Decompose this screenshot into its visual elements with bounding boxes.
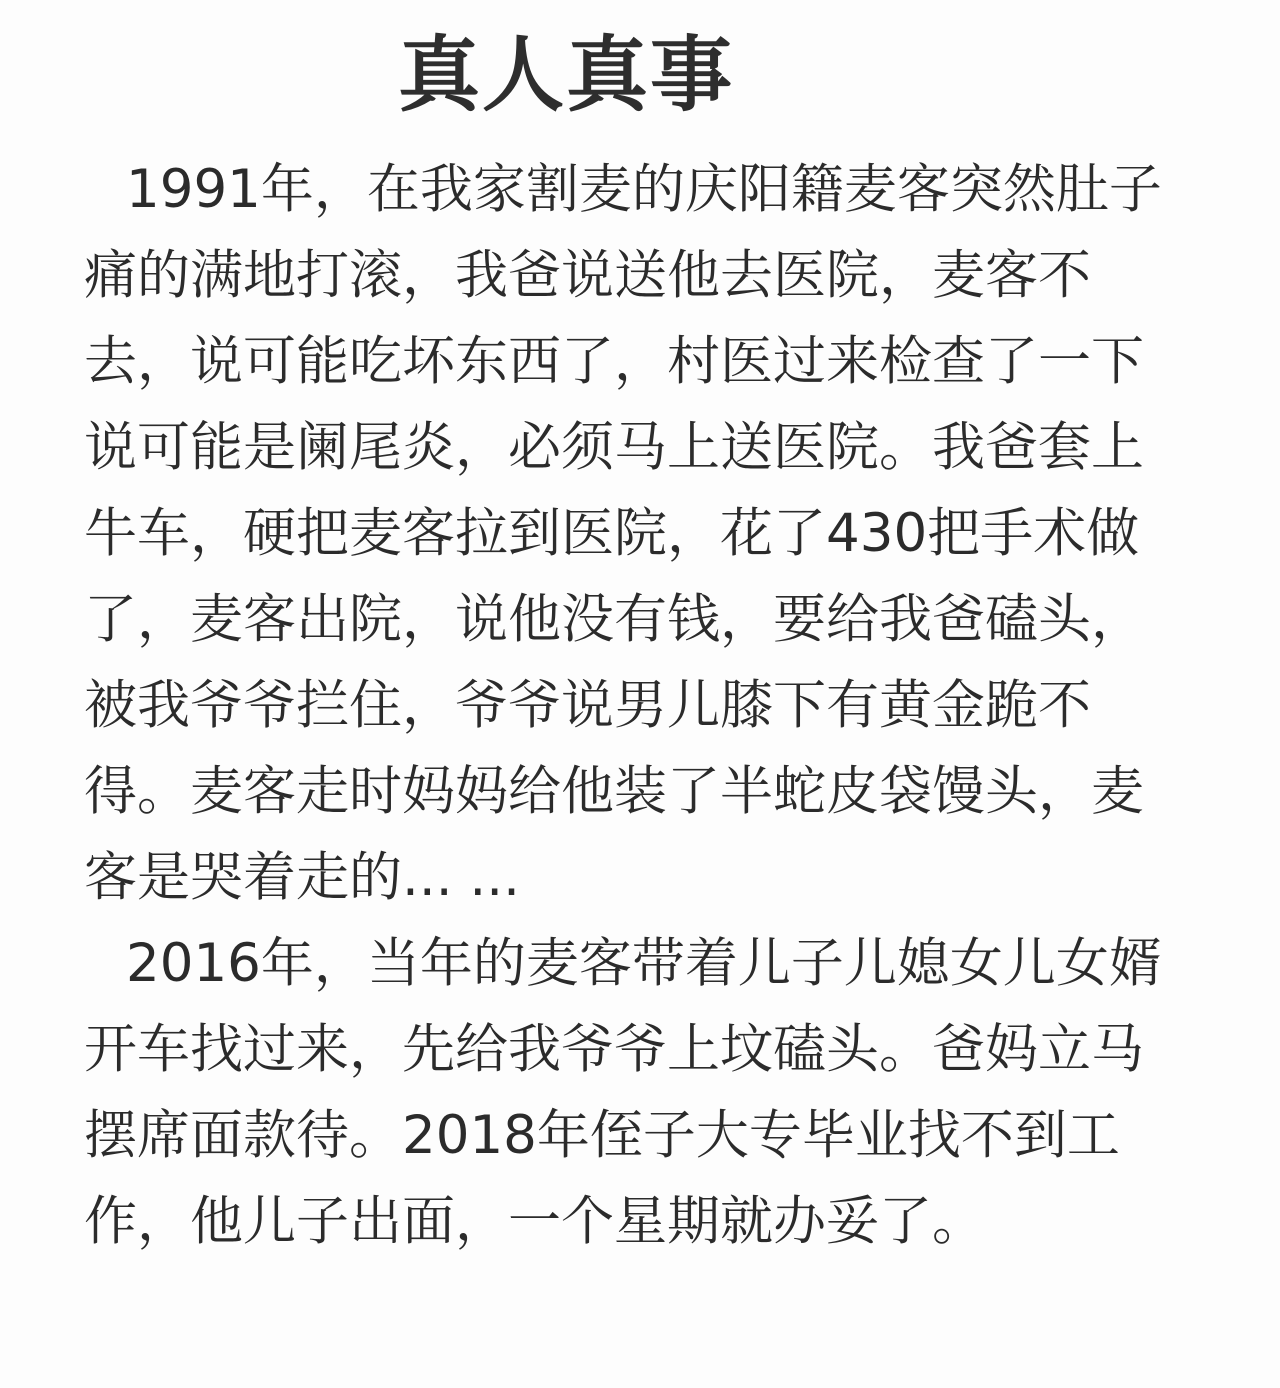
text-line: 作，他儿子出面，一个星期就办妥了。 [84,1191,985,1252]
text-line: 了，麦客出院，说他没有钱，要给我爸磕头， [84,589,1144,650]
text-line: 开车找过来，先给我爷爷上坟磕头。爸妈立马 [84,1019,1144,1080]
text-line: 痛的满地打滚，我爸说送他去医院，麦客不 [84,245,1091,306]
text-line: 2016年，当年的麦客带着儿子儿媳女儿女婿 [126,933,1162,994]
text-line: 1991年，在我家割麦的庆阳籍麦客突然肚子 [126,159,1162,220]
text-line: 得。麦客走时妈妈给他装了半蛇皮袋馒头，麦 [84,761,1144,822]
text-line: 去，说可能吃坏东西了，村医过来检查了一下 [84,331,1144,392]
text-line: 牛车，硬把麦客拉到医院，花了430把手术做 [84,503,1140,564]
story-title: 真人真事 [398,28,735,123]
text-line: 客是哭着走的... ... [84,847,520,908]
text-line: 摆席面款待。2018年侄子大专毕业找不到工 [84,1105,1120,1166]
text-line: 说可能是阑尾炎，必须马上送医院。我爸套上 [84,417,1144,478]
text-line: 被我爷爷拦住，爷爷说男儿膝下有黄金跪不 [84,675,1091,736]
